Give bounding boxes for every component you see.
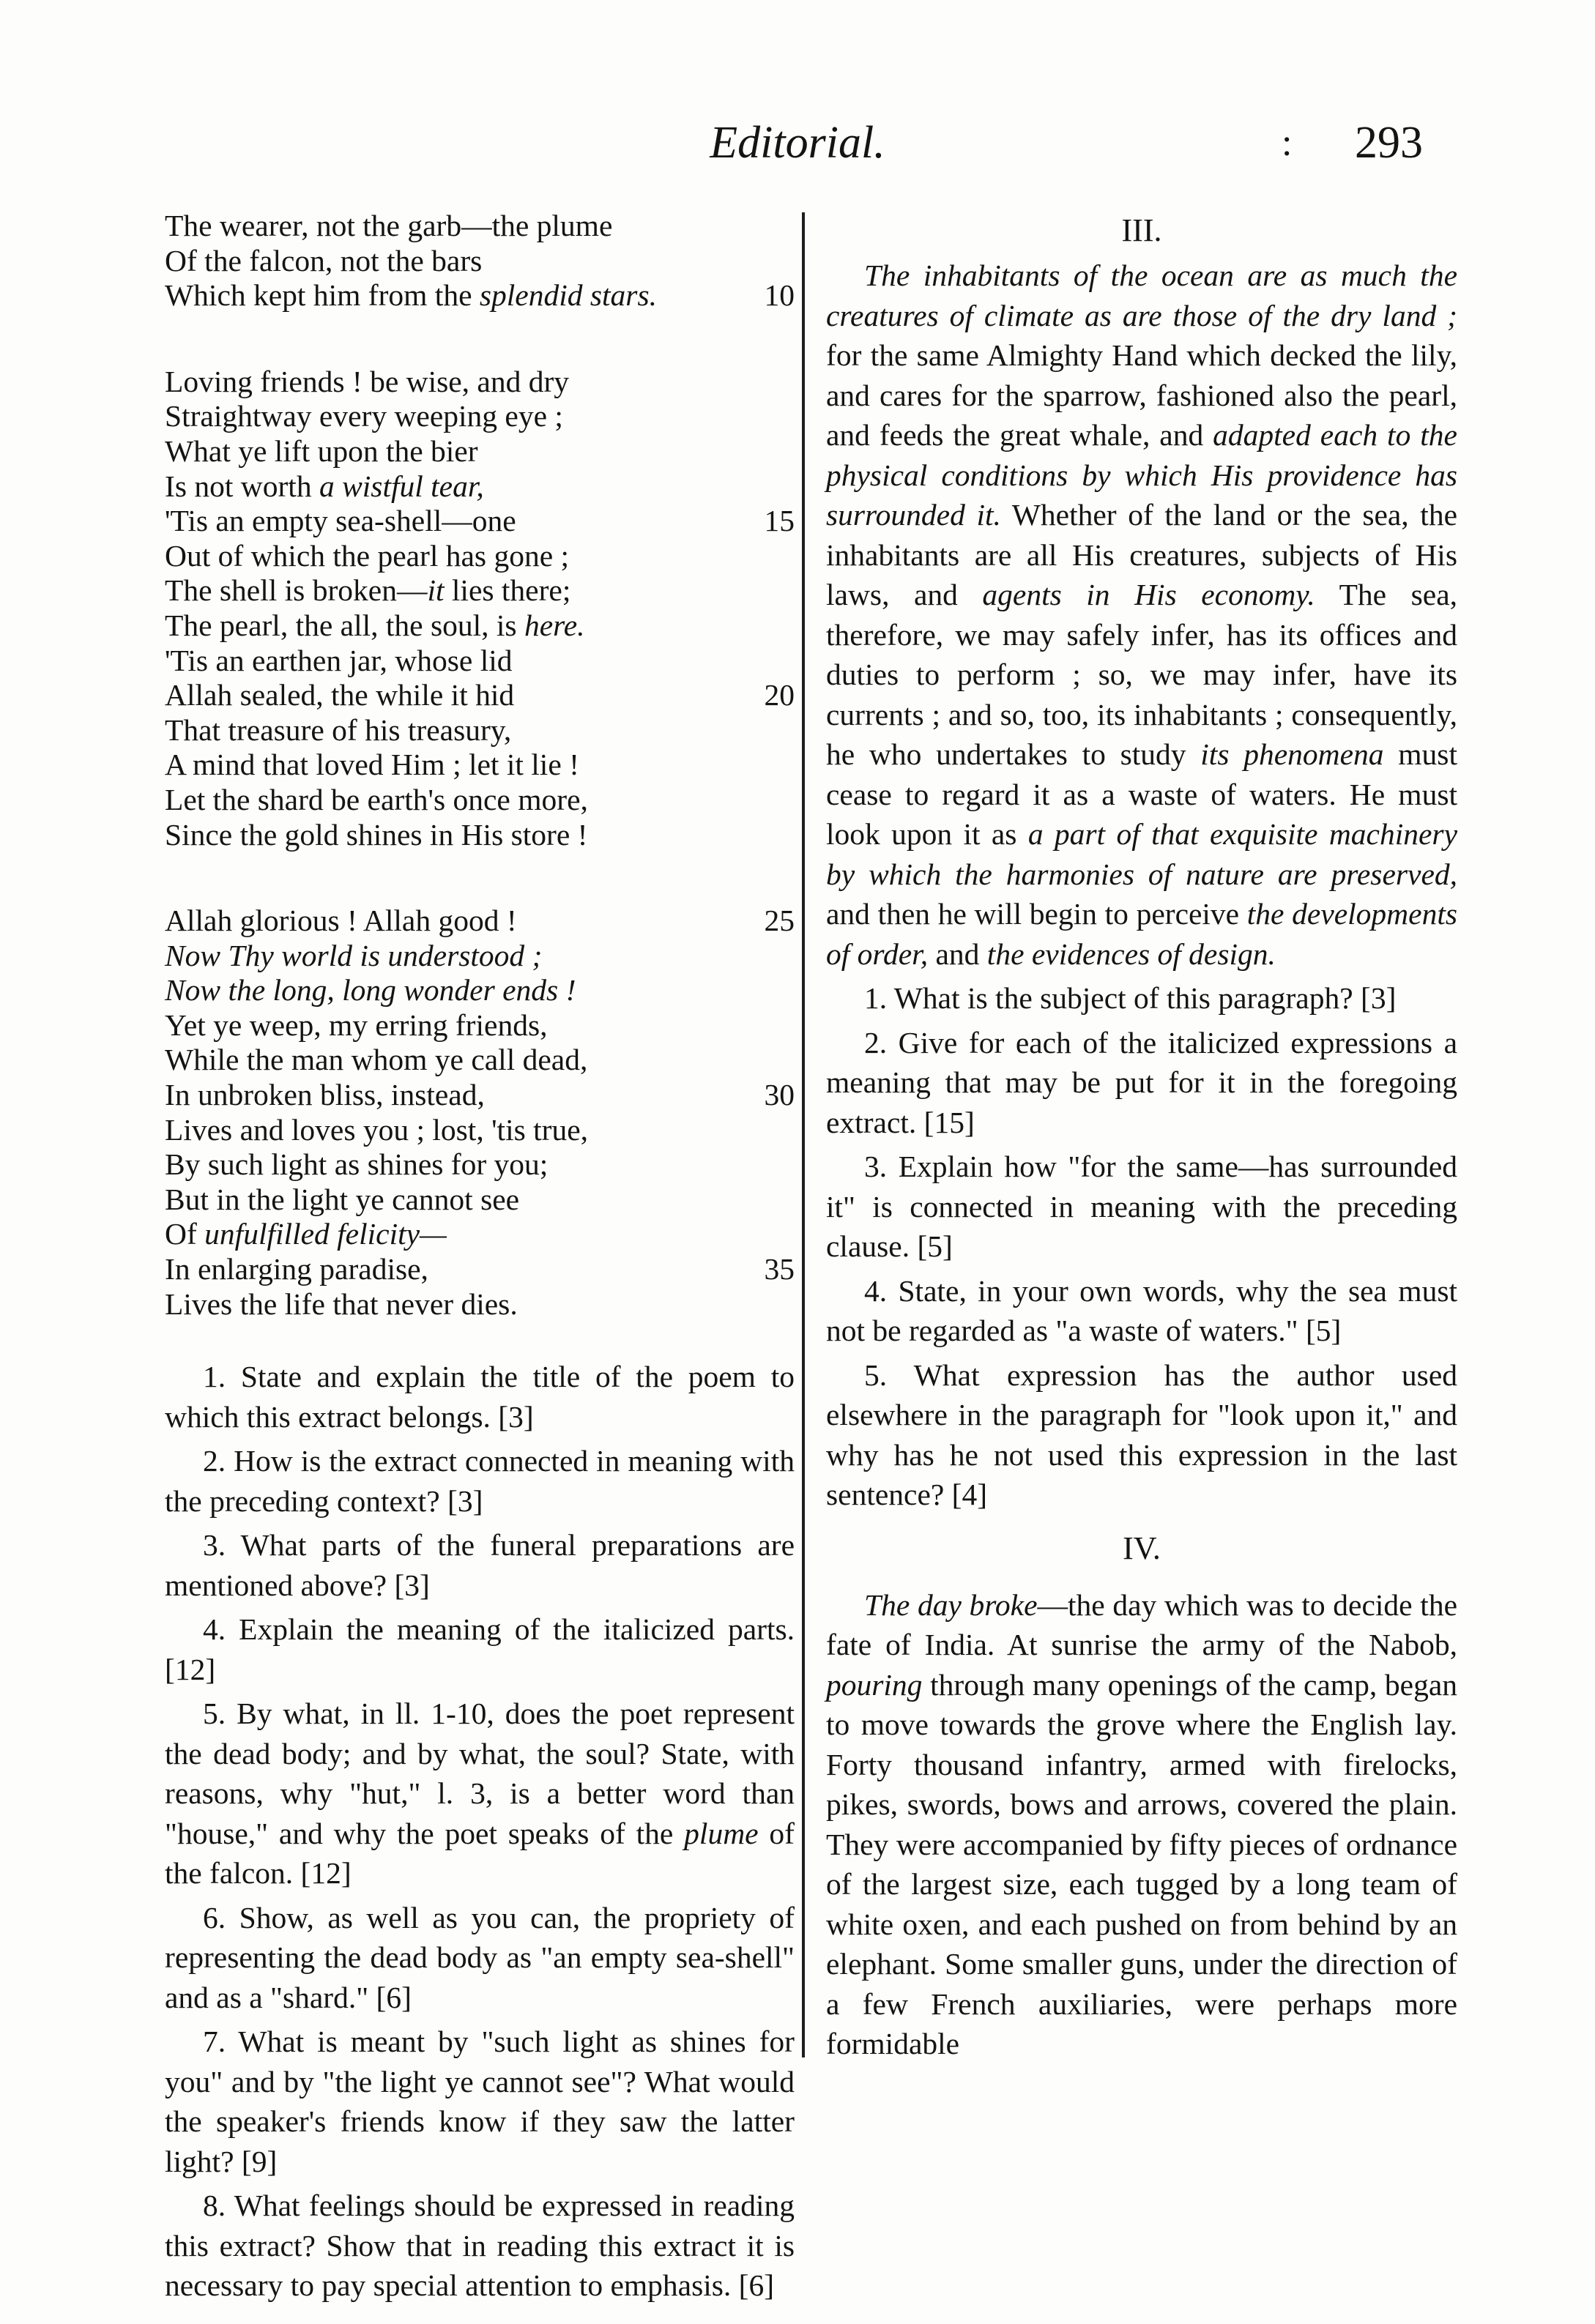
poem-line-text: Out of which the pearl has gone ; bbox=[165, 538, 570, 573]
poem-line-text: Since the gold shines in His store ! bbox=[165, 817, 588, 852]
poem-line bbox=[165, 1252, 795, 1287]
paragraph-text: —the day which was to decide the fate of India. At sunrise the army of the Nabob, bbox=[826, 1587, 1457, 1661]
line-number: 30 bbox=[764, 1078, 795, 1112]
question-text: 5. By what, in ll. 1-10, does the poet represent the dead body; and by what, the soul? State, with reasons, why "hut," l. 3, is a better word than "house," and why the poet speaks of the bbox=[165, 1697, 795, 1850]
question-item bbox=[165, 2186, 795, 2306]
question-item bbox=[165, 1357, 795, 1437]
poem-line-text: A mind that loved Him ; let it lie ! bbox=[165, 748, 579, 782]
poem-line bbox=[165, 783, 795, 818]
paragraph-text: for the same Almighty Hand which decked the lily, and cares for the sparrow, fashioned also the pearl, and feeds the great whale, and bbox=[826, 338, 1457, 452]
italic-phrase: The inhabitants of the ocean are as much the creatures of climate as are those of the dry land ; bbox=[826, 258, 1457, 332]
poem-line-italic: unfulfilled felicity— bbox=[204, 1217, 447, 1251]
line-number: 25 bbox=[764, 904, 795, 938]
poem-line bbox=[165, 399, 795, 434]
page-number: 293 bbox=[1355, 118, 1423, 168]
question-item bbox=[826, 1355, 1457, 1515]
poem-line-italic: Now the long, long wonder ends ! bbox=[165, 973, 576, 1008]
poem-line-text: The wearer, not the garb—the plume bbox=[165, 209, 613, 242]
poem-line bbox=[165, 904, 795, 939]
poem-line-text: Straightway every weeping eye ; bbox=[165, 399, 563, 433]
poem-line bbox=[165, 678, 795, 713]
poem-line bbox=[165, 434, 795, 469]
poem-line bbox=[165, 608, 795, 644]
italic-phrase: pouring bbox=[826, 1667, 923, 1702]
poem-line-italic: Now Thy world is understood ; bbox=[165, 938, 543, 972]
poem-line-text: While the man whom ye call dead, bbox=[165, 1043, 588, 1077]
italic-phrase: its phenomena bbox=[1200, 737, 1384, 771]
poem-line bbox=[165, 939, 795, 974]
poem-line-text: In unbroken bliss, instead, bbox=[165, 1078, 485, 1112]
poem-line-text: By such light as shines for you; bbox=[165, 1147, 549, 1182]
poem-line-text: Lives and loves you ; lost, 'tis true, bbox=[165, 1112, 589, 1147]
question-item bbox=[165, 1694, 795, 1893]
paragraph-text: The sea, therefore, we may safely infer, has its offices and duties to perform ; so, we may infer, have its currents ; and so, too, its inhabitants ; consequently, he who undertakes to study bbox=[826, 578, 1457, 771]
italic-phrase: The day broke bbox=[864, 1587, 1038, 1622]
section-heading-iv: IV. bbox=[1123, 1530, 1161, 1566]
question-italic: plume bbox=[684, 1816, 759, 1850]
column-divider bbox=[802, 212, 805, 2057]
poem-line bbox=[165, 644, 795, 679]
paragraph-text: and bbox=[928, 936, 987, 971]
poem-line-text: The shell is broken— bbox=[165, 573, 428, 608]
line-number: 10 bbox=[764, 278, 795, 313]
line-number: 35 bbox=[764, 1252, 795, 1286]
page-header bbox=[0, 117, 1595, 176]
question-text: 2. How is the extract connected in meaning with the preceding context? [3] bbox=[165, 1444, 795, 1518]
poem-line-text: Of bbox=[165, 1217, 205, 1251]
poem-line-text: Yet ye weep, my erring friends, bbox=[165, 1008, 548, 1042]
poem-line bbox=[165, 748, 795, 783]
poem-line-text: Allah sealed, the while it hid bbox=[165, 678, 515, 712]
question-item bbox=[826, 1271, 1457, 1351]
question-item bbox=[165, 1898, 795, 2018]
question-text: 4. State, in your own words, why the sea must not be regarded as "a waste of waters." [5] bbox=[826, 1273, 1457, 1347]
poem-line bbox=[165, 1113, 795, 1148]
question-item bbox=[826, 1023, 1457, 1143]
section-iv-paragraph bbox=[826, 1585, 1457, 2064]
stanza-break bbox=[165, 852, 795, 904]
section-iii-questions bbox=[826, 978, 1457, 1515]
section-heading-iii: III. bbox=[1121, 212, 1162, 248]
question-item bbox=[826, 978, 1457, 1018]
question-text: 6. Show, as well as you can, the propriety of representing the dead body as "an empty sea-shell" and as a "shard." [6] bbox=[165, 1900, 795, 2014]
question-text: 2. Give for each of the italicized expressions a meaning that may be put for it in the foregoing extract. [15] bbox=[826, 1025, 1457, 1139]
poem-line-text: That treasure of his treasury, bbox=[165, 712, 512, 747]
poem-line-text: The pearl, the all, the soul, is bbox=[165, 608, 524, 642]
poem-line-text: 'Tis an earthen jar, whose lid bbox=[165, 643, 513, 677]
poem-line-text: In enlarging paradise, bbox=[165, 1252, 428, 1286]
question-text: 7. What is meant by "such light as shines for you" and by "the light ye cannot see"? What would the speaker's friends know if they saw the latter light? [9] bbox=[165, 2025, 795, 2178]
italic-phrase: agents in His economy. bbox=[982, 578, 1315, 611]
question-text: 3. What parts of the funeral preparations are mentioned above? [3] bbox=[165, 1528, 795, 1602]
poem-line bbox=[165, 573, 795, 608]
question-item bbox=[165, 2022, 795, 2181]
question-text: 3. Explain how "for the same—has surrounded it" is connected in meaning with the preceding clause. [5] bbox=[826, 1150, 1457, 1263]
poem-line-text: lies there; bbox=[444, 573, 571, 608]
poem-line bbox=[165, 504, 795, 539]
paragraph-text: must cease to regard it as a waste of waters. He must look upon it as bbox=[826, 737, 1457, 851]
right-column bbox=[826, 209, 1457, 2068]
question-text: of the falcon. [12] bbox=[165, 1816, 795, 1891]
poem-line bbox=[165, 469, 795, 504]
poem-line-text: Loving friends ! be wise, and dry bbox=[165, 364, 570, 398]
poem-line bbox=[165, 1078, 795, 1113]
italic-phrase: the developments of order, bbox=[826, 897, 1458, 971]
poem-line bbox=[165, 209, 795, 244]
poem-line bbox=[165, 278, 795, 313]
poem-line-text: But in the light ye cannot see bbox=[165, 1182, 520, 1216]
question-item bbox=[826, 1147, 1457, 1267]
poem-line bbox=[165, 1008, 795, 1043]
poem-line-text: Of the falcon, not the bars bbox=[165, 243, 483, 278]
italic-phrase: the evidences of design. bbox=[986, 936, 1276, 971]
poem-line-italic: splendid stars. bbox=[479, 278, 657, 313]
section-iii-paragraph bbox=[826, 256, 1457, 974]
italic-phrase: a part of that exquisite machinery by which the harmonies of nature are preserved, bbox=[826, 817, 1457, 891]
question-text: 1. State and explain the title of the poem to which this extract belongs. [3] bbox=[165, 1360, 795, 1434]
poem-line-italic: a wistful tear, bbox=[319, 469, 484, 503]
question-text: 4. Explain the meaning of the italicized parts. [12] bbox=[165, 1612, 795, 1686]
paragraph-text: Whether of the land or the sea, the inhabitants are all His creatures, subjects of His laws, and bbox=[826, 498, 1457, 611]
poem-line-text: What ye lift upon the bier bbox=[165, 433, 478, 468]
question-item bbox=[165, 1609, 795, 1689]
running-title: Editorial. bbox=[710, 118, 885, 168]
poem-line-text: Is not worth bbox=[165, 469, 319, 503]
poem-line bbox=[165, 1147, 795, 1183]
poem-line bbox=[165, 1217, 795, 1252]
poem-line-text: 'Tis an empty sea-shell—one bbox=[165, 504, 516, 538]
left-column bbox=[165, 209, 795, 2310]
poem-line bbox=[165, 713, 795, 748]
question-text: 5. What expression has the author used elsewhere in the paragraph for "look upon it," and why has he not used this expression in the last sentence? [4] bbox=[826, 1357, 1457, 1511]
poem-line-text: Lives the life that never dies. bbox=[165, 1286, 518, 1321]
poem-line-text: Let the shard be earth's once more, bbox=[165, 782, 588, 816]
poem-line bbox=[165, 539, 795, 574]
poem-line-italic: here. bbox=[524, 608, 585, 642]
poem-line bbox=[165, 365, 795, 400]
poem-line bbox=[165, 1183, 795, 1218]
poem-line-text: Allah glorious ! Allah good ! bbox=[165, 904, 517, 938]
poem-extract bbox=[165, 209, 795, 1357]
line-number: 20 bbox=[764, 678, 795, 712]
paragraph-text: through many openings of the camp, began to move towards the grove where the English lay. Forty thousand infantry, armed with firelocks, pikes, swords, bows and arrows, covered the plain. They were accompanied by fifty pieces of ordnance of the largest size, each tugged by a long team of white oxen, and each pushed on from behind by an elephant. Some smaller guns, under the direction of a few French auxiliaries, were perhaps more formidable bbox=[826, 1667, 1457, 2060]
question-text: 8. What feelings should be expressed in reading this extract? Show that in reading this extract it is necessary to pay special attention to emphasis. [6] bbox=[165, 2189, 795, 2303]
poem-questions bbox=[165, 1357, 795, 2306]
poem-line bbox=[165, 244, 795, 279]
poem-line-italic: it bbox=[427, 573, 445, 608]
line-number: 15 bbox=[764, 504, 795, 538]
poem-line bbox=[165, 1043, 795, 1078]
paragraph-text: and then he will begin to perceive bbox=[826, 897, 1247, 931]
poem-line bbox=[165, 1287, 795, 1322]
poem-line-text: Which kept him from the bbox=[165, 278, 480, 313]
stanza-break bbox=[165, 313, 795, 365]
header-colon: : bbox=[1282, 122, 1293, 164]
question-text: 1. What is the subject of this paragraph? [3] bbox=[864, 981, 1397, 1015]
poem-line bbox=[165, 973, 795, 1008]
question-item bbox=[165, 1525, 795, 1605]
poem-end-spacing bbox=[165, 1322, 795, 1357]
poem-line bbox=[165, 818, 795, 853]
italic-phrase: adapted each to the physical conditions by which His providence has surrounded it. bbox=[826, 418, 1457, 532]
question-item bbox=[165, 1441, 795, 1521]
